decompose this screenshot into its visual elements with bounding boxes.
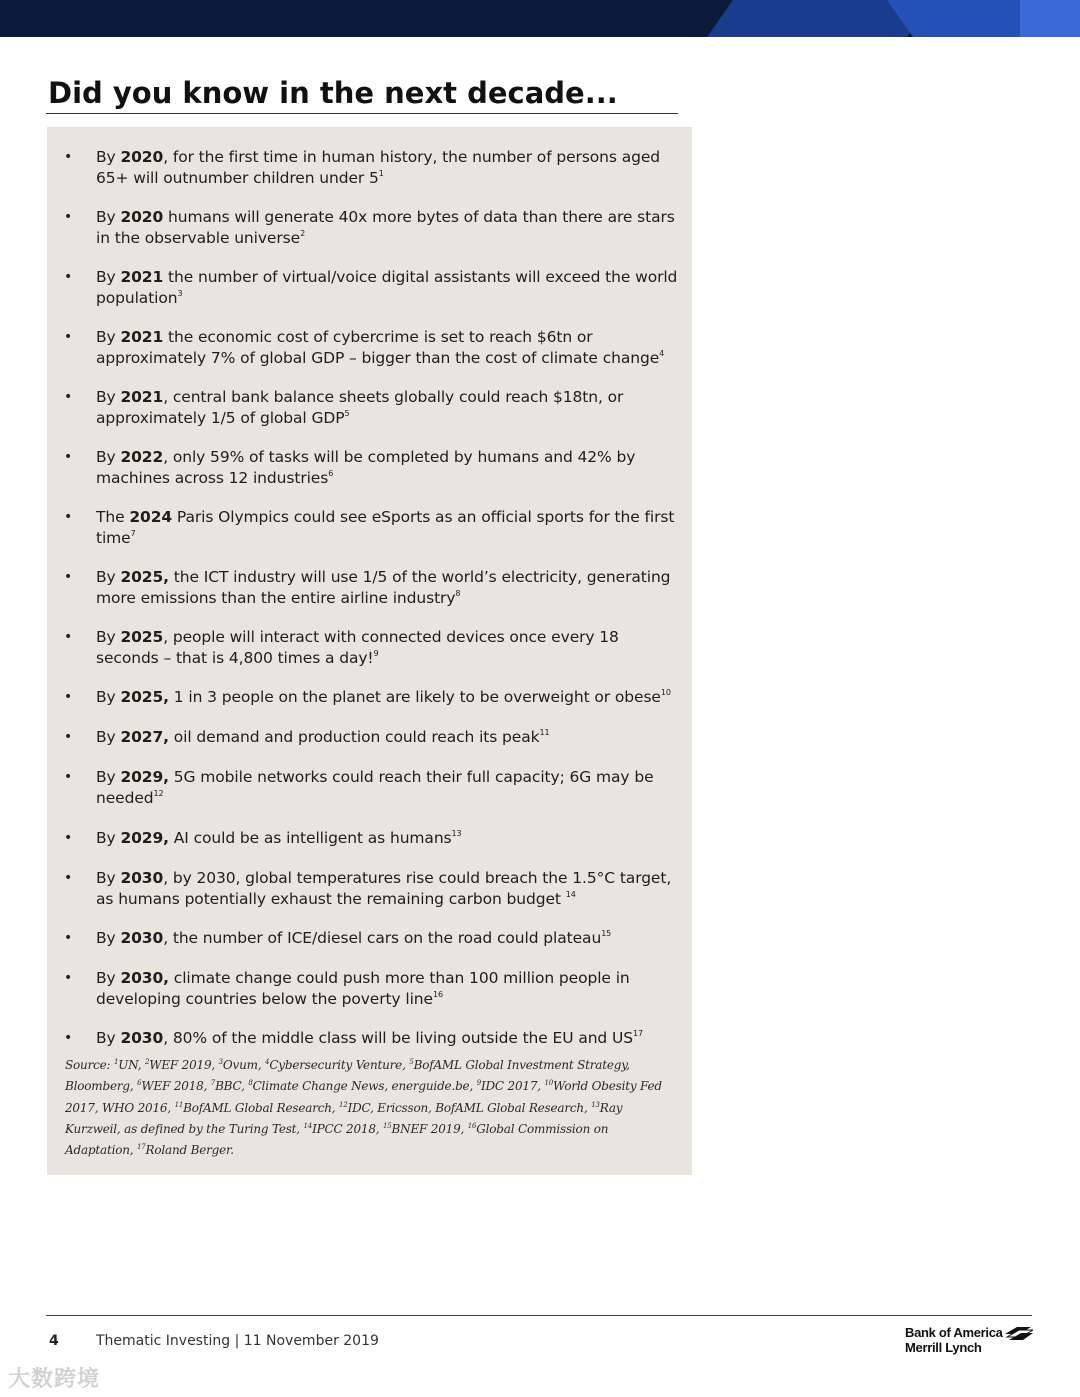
footnote-ref: 16	[432, 990, 443, 999]
fact-text: 1 in 3 people on the planet are likely to be overweight or obese	[168, 688, 661, 706]
fact-prefix: By	[96, 628, 121, 646]
source-entry: BofAML Global Research,	[183, 1100, 340, 1115]
fact-item	[47, 567, 692, 609]
source-ref: 10	[544, 1079, 553, 1088]
fact-text: Paris Olympics could see eSports as an official sports for the first time	[96, 508, 675, 547]
source-entry: IDC, Ericsson, BofAML Global Research,	[347, 1100, 592, 1115]
footnote-ref: 4	[659, 349, 665, 358]
fact-prefix: By	[96, 728, 121, 746]
source-ref: 8	[248, 1079, 253, 1088]
source-entry: BofAML Global Investment Strategy, Bloomberg,	[65, 1058, 630, 1094]
footnote-ref: 6	[328, 469, 334, 478]
fact-prefix: By	[96, 568, 121, 586]
fact-text: the economic cost of cybercrime is set to reach $6tn or approximately 7% of global GDP – bigger than the cost of climate change	[96, 328, 660, 367]
bullet-icon: •	[64, 449, 73, 465]
source-entry: Ovum,	[222, 1058, 266, 1072]
footnote-ref: 5	[344, 409, 350, 418]
fact-prefix: By	[96, 268, 121, 286]
source-ref: 2	[144, 1058, 150, 1066]
fact-year: 2020	[120, 208, 164, 226]
source-ref: 14	[303, 1121, 313, 1130]
bullet-icon: •	[64, 930, 73, 946]
fact-text: , central bank balance sheets globally could reach $18tn, or approximately 1/5 of global GDP	[96, 388, 624, 427]
fact-text: humans will generate 40x more bytes of data than there are stars in the observable universe	[96, 208, 675, 247]
title-underline	[46, 113, 678, 114]
fact-item	[47, 387, 692, 429]
source-entry: Cybersecurity Venture,	[269, 1058, 410, 1072]
fact-year: 2029,	[120, 768, 169, 786]
fact-year: 2030	[120, 869, 164, 887]
fact-item	[47, 687, 692, 708]
bullet-icon: •	[64, 269, 73, 285]
footer-text: Thematic Investing | 11 November 2019	[96, 1333, 379, 1349]
source-entry: Ray Kurzweil, as defined by the Turing Test,	[65, 1100, 623, 1136]
footnote-ref: 15	[601, 929, 612, 938]
source-ref: 3	[218, 1058, 223, 1066]
fact-year: 2025,	[120, 568, 169, 586]
bullet-icon: •	[64, 329, 73, 345]
source-ref: 5	[409, 1058, 414, 1066]
header-bar	[0, 0, 1080, 37]
facts-panel	[47, 127, 692, 1175]
bullet-icon: •	[64, 629, 73, 645]
fact-text: 5G mobile networks could reach their full capacity; 6G may be needed	[96, 768, 654, 807]
footnote-ref: 1	[378, 169, 384, 178]
fact-year: 2030,	[120, 969, 169, 987]
bullet-icon: •	[64, 149, 73, 165]
fact-text: oil demand and production could reach its peak	[168, 728, 540, 746]
source-ref: 11	[174, 1100, 184, 1109]
logo-line1: Bank of America	[905, 1325, 1003, 1340]
source-ref: 1	[114, 1058, 119, 1066]
fact-year: 2025,	[120, 688, 169, 706]
fact-item	[47, 447, 692, 489]
fact-prefix: By	[96, 388, 121, 406]
fact-item	[47, 267, 692, 309]
fact-item	[47, 207, 692, 249]
fact-text: AI could be as intelligent as humans	[168, 829, 452, 847]
fact-item	[47, 928, 692, 949]
fact-prefix: By	[96, 688, 121, 706]
header-stripe	[1020, 0, 1080, 37]
source-entry: BBC,	[215, 1079, 249, 1094]
fact-text: , people will interact with connected devices once every 18 seconds – that is 4,800 times a day!	[96, 628, 619, 667]
fact-year: 2022	[120, 448, 164, 466]
bullet-icon: •	[64, 209, 73, 225]
fact-item	[47, 1028, 692, 1049]
fact-item	[47, 627, 692, 669]
source-ref: 12	[339, 1100, 348, 1109]
source-entry: BNEF 2019,	[391, 1121, 468, 1136]
fact-year: 2021	[120, 388, 164, 406]
fact-item	[47, 828, 692, 849]
footnote-ref: 3	[177, 289, 183, 298]
source-note	[65, 1055, 677, 1161]
fact-item	[47, 147, 692, 189]
fact-prefix: By	[96, 929, 121, 947]
footnote-ref: 2	[300, 229, 306, 238]
fact-year: 2029,	[120, 829, 169, 847]
source-ref: 15	[383, 1121, 392, 1130]
fact-year: 2030	[120, 929, 164, 947]
bullet-icon: •	[64, 509, 73, 525]
footnote-ref: 7	[130, 529, 136, 538]
fact-item	[47, 968, 692, 1010]
fact-prefix: By	[96, 1029, 121, 1047]
source-ref: 17	[137, 1143, 146, 1152]
fact-item	[47, 868, 692, 910]
fact-prefix: By	[96, 768, 121, 786]
fact-text: the number of virtual/voice digital assistants will exceed the world population	[96, 268, 678, 307]
footnote-ref: 12	[153, 789, 164, 798]
bullet-icon: •	[64, 830, 73, 846]
fact-year: 2020	[120, 148, 164, 166]
fact-text: , 80% of the middle class will be living outside the EU and US	[163, 1029, 633, 1047]
fact-prefix: By	[96, 448, 121, 466]
source-ref: 16	[467, 1121, 477, 1130]
source-ref: 4	[265, 1058, 270, 1066]
fact-item	[47, 727, 692, 748]
fact-text: , the number of ICE/diesel cars on the road could plateau	[163, 929, 602, 947]
source-label: Source:	[65, 1058, 114, 1072]
logo-line2: Merrill Lynch	[905, 1340, 982, 1355]
fact-year: 2025	[120, 628, 164, 646]
bullet-icon: •	[64, 569, 73, 585]
fact-year: 2030	[120, 1029, 164, 1047]
source-ref: 13	[591, 1100, 600, 1109]
source-entry: Climate Change News, energuide.be,	[252, 1079, 477, 1094]
source-entry: Global Commission on Adaptation,	[65, 1121, 609, 1158]
source-entry: WEF 2019,	[149, 1058, 219, 1072]
fact-text: climate change could push more than 100 million people in developing countries below the poverty line	[96, 969, 630, 1008]
fact-prefix: By	[96, 208, 121, 226]
source-ref: 6	[137, 1079, 142, 1088]
footnote-ref: 17	[633, 1029, 643, 1038]
source-entry: World Obesity Fed 2017, WHO 2016,	[65, 1079, 662, 1115]
fact-prefix: By	[96, 148, 121, 166]
source-ref: 9	[476, 1079, 481, 1088]
bullet-icon: •	[64, 729, 73, 745]
facts-list	[47, 147, 692, 1068]
fact-text: , for the first time in human history, the number of persons aged 65+ will outnumber children under 5	[96, 148, 661, 187]
source-entry: Roland Berger.	[145, 1143, 234, 1158]
bullet-icon: •	[64, 1030, 73, 1046]
fact-prefix: By	[96, 328, 121, 346]
flag-logo-icon	[1003, 1325, 1033, 1341]
bullet-icon: •	[64, 769, 73, 785]
fact-year: 2021	[120, 268, 164, 286]
fact-prefix: By	[96, 969, 121, 987]
fact-prefix: By	[96, 829, 121, 847]
footnote-ref: 13	[451, 829, 462, 838]
fact-text: the ICT industry will use 1/5 of the world’s electricity, generating more emissions than the entire airline industry	[96, 568, 671, 607]
bullet-icon: •	[64, 689, 73, 705]
fact-year: 2021	[120, 328, 164, 346]
fact-text: , only 59% of tasks will be completed by humans and 42% by machines across 12 industries	[96, 448, 636, 487]
source-entry: WEF 2018,	[141, 1079, 211, 1094]
fact-item	[47, 327, 692, 369]
page-number: 4	[49, 1333, 59, 1349]
fact-year: 2024	[129, 508, 173, 526]
fact-prefix: The	[96, 508, 130, 526]
source-entry: UN,	[118, 1058, 145, 1072]
footnote-ref: 9	[373, 649, 379, 658]
source-entry: IDC 2017,	[480, 1079, 545, 1094]
footnote-ref: 10	[660, 688, 671, 697]
fact-item	[47, 507, 692, 549]
watermark: 大数跨境	[8, 1367, 101, 1392]
bank-logo	[905, 1325, 1045, 1361]
fact-text: , by 2030, global temperatures rise could breach the 1.5°C target, as humans potentially exhaust the remaining carbon budget	[96, 869, 672, 908]
bullet-icon: •	[64, 389, 73, 405]
fact-year: 2027,	[120, 728, 169, 746]
source-entry: IPCC 2018,	[312, 1121, 384, 1136]
footnote-ref: 8	[455, 589, 461, 598]
footer-rule	[46, 1315, 1032, 1316]
bullet-icon: •	[64, 870, 73, 886]
fact-prefix: By	[96, 869, 121, 887]
page-title: Did you know in the next decade...	[48, 76, 618, 110]
bullet-icon: •	[64, 970, 73, 986]
fact-item	[47, 767, 692, 809]
footnote-ref: 11	[539, 728, 550, 737]
footnote-ref: 14	[565, 890, 576, 899]
source-ref: 7	[210, 1079, 216, 1088]
